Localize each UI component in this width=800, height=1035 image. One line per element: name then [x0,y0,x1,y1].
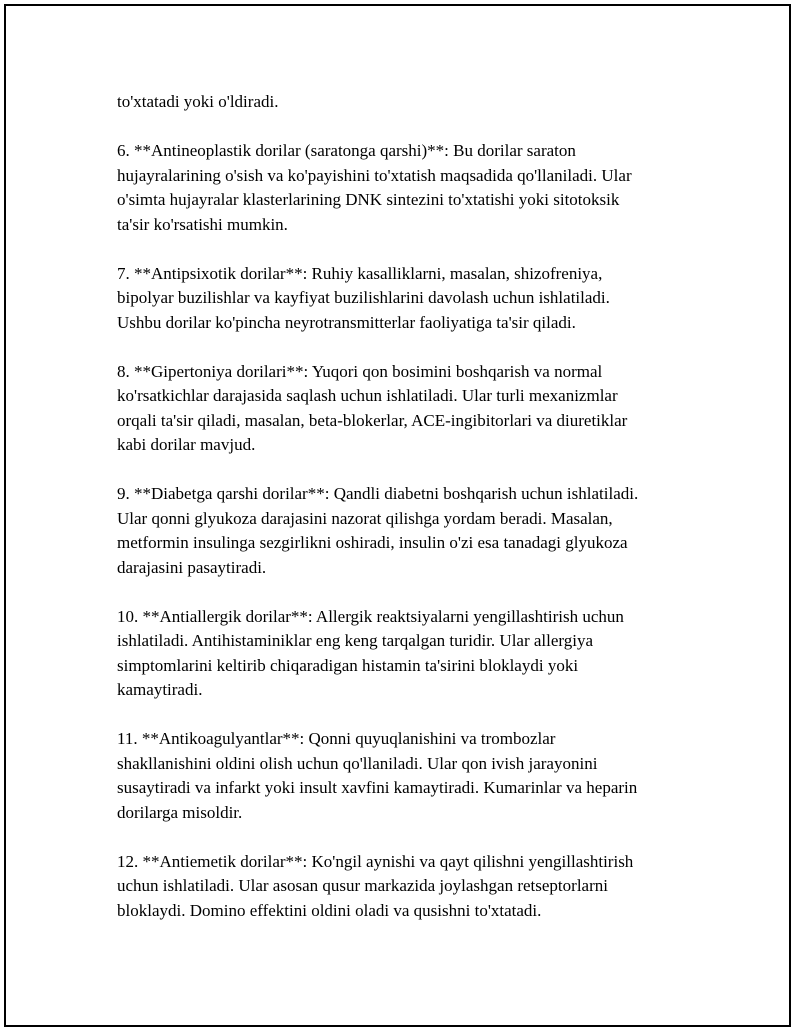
text-line: bipolyar buzilishlar va kayfiyat buzilishlarini davolash uchun ishlatiladi. [117,288,610,307]
text-line: to'xtatadi yoki o'ldiradi. [117,92,279,111]
text-line: 10. **Antiallergik dorilar**: Allergik reaktsiyalarni yengillashtirish uchun [117,606,624,626]
text-line: ko'rsatkichlar darajasida saqlash uchun ishlatiladi. Ular turli mexanizmlar [117,386,618,405]
paragraph-item-9 [117,482,717,580]
text-line: Ular qonni glyukoza darajasini nazorat qilishga yordam beradi. Masalan, [117,508,613,528]
text-line: shakllanishini oldini olish uchun qo'llaniladi. Ular qon ivish jarayonini [117,753,598,773]
text-line: dorilarga misoldir. [117,802,243,822]
text-line: kamaytiradi. [117,680,203,699]
text-line: ishlatiladi. Antihistaminiklar eng keng tarqalgan turidir. Ular allergiya [117,631,594,650]
document-body [117,90,717,948]
text-line: simptomlarini keltirib chiqaradigan histamin ta'sirini bloklaydi yoki [117,655,579,675]
text-line: 12. **Antiemetik dorilar**: Ko'ngil aynishi va qayt qilishni yengillashtirish [117,851,634,871]
text-line: uchun ishlatiladi. Ular asosan qusur markazida joylashgan retseptorlarni [117,876,608,895]
text-line: Ushbu dorilar ko'pincha neyrotransmitterlar faoliyatiga ta'sir qiladi. [117,312,576,332]
text-line: 8. **Gipertoniya dorilari**: Yuqori qon bosimini boshqarish va normal [117,361,603,381]
paragraph-item-6 [117,139,717,237]
text-line: kabi dorilar mavjud. [117,435,256,454]
text-line: 9. **Diabetga qarshi dorilar**: Qandli diabetni boshqarish uchun ishlatiladi. [117,484,639,503]
text-line: 11. **Antikoagulyantlar**: Qonni quyuqlanishini va trombozlar [117,729,556,748]
paragraph-continuation [117,90,717,115]
text-line: o'simta hujayralar klasterlarining DNK sintezini to'xtatishi yoki sitotoksik [117,190,620,209]
text-line: hujayralarining o'sish va ko'payishini to'xtatish maqsadida qo'llaniladi. Ular [117,165,632,185]
text-line: bloklaydi. Domino effektini oldini oladi va qusishni to'xtatadi. [117,900,542,920]
paragraph-item-7 [117,262,717,336]
text-line: susaytiradi va infarkt yoki insult xavfini kamaytiradi. Kumarinlar va heparin [117,778,638,797]
text-line: darajasini pasaytiradi. [117,557,267,577]
text-line: metformin insulinga sezgirlikni oshiradi, insulin o'zi esa tanadagi glyukoza [117,533,628,552]
paragraph-item-10 [117,605,717,703]
text-line: 6. **Antineoplastik dorilar (saratonga qarshi)**: Bu dorilar saraton [117,141,576,160]
text-line: orqali ta'sir qiladi, masalan, beta-blokerlar, ACE-ingibitorlari va diuretiklar [117,410,628,430]
text-line: ta'sir ko'rsatishi mumkin. [117,214,288,234]
paragraph-item-11 [117,727,717,825]
paragraph-item-12 [117,850,717,924]
paragraph-item-8 [117,360,717,458]
text-line: 7. **Antipsixotik dorilar**: Ruhiy kasalliklarni, masalan, shizofreniya, [117,263,603,283]
